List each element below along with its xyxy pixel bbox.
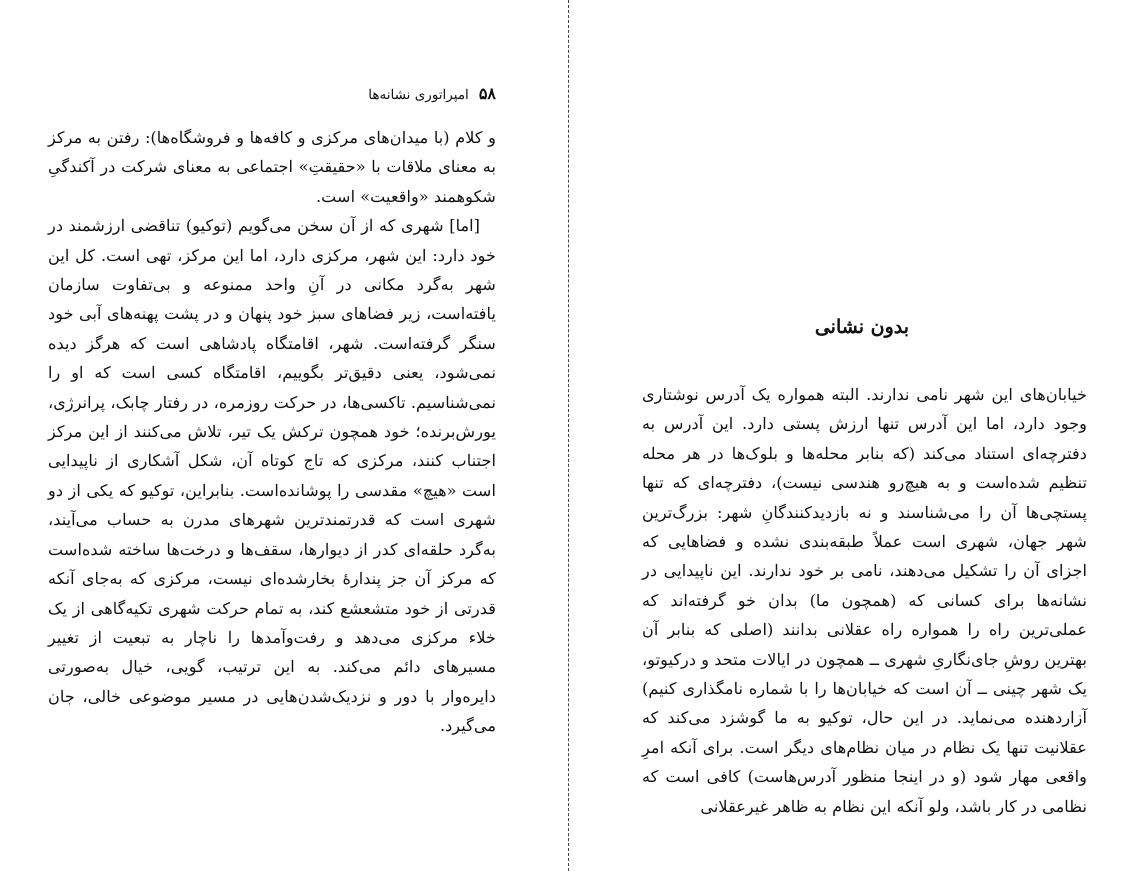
body-paragraph: خیابان‌های این شهر نامی ندارند. البته همواره یک آدرس نوشتاری وجود دارد، اما این آدرس تنها ارزش پستی دارد. این آدرس به دفترچه‌ای استناد می‌کند (که بنابر محله‌ها و بلوک‌ها در هر محله تنظیم شده‌است و به هیچ‌رو هندسی نیست)، دفترچه‌ای که تنها پستچی‌ها آن را می‌شناسند و نه بازدیدکنندگانِ شهر: بزرگ‌ترین شهر جهان، شهری است عملاً طبقه‌بندی نشده و فضاهایی که اجزای آن را تشکیل می‌دهند، نامی بر خود ندارند. این ناپیدایی در نشانه‌ها برای کسانی که (همچون ما) بدان خو گرفته‌اند که عملی‌ترین راه را همواره راه عقلانی بدانند (اصلی که بنابر آن بهترین روشِ جای‌نگاریِ شهری ــ همچون در ایالات متحد و درکیوتو، یک شهر چینی ــ آن است که خیابان‌ها را با شماره نامگذاری کنیم) آزاردهنده می‌نماید. در این حال، توکیو به ما گوشزد می‌کند که عقلانیت تنها یک نظام در میان نظام‌های دیگر است. برای آنکه امرِ واقعی مهار شود (و در اینجا منظور آدرس‌هاست) کافی است که نظامی در کار باشد، ولو آنکه این نظام به ظاهر غیرعقلانی <box>642 385 1087 816</box>
page-number: ۵۸ <box>478 84 496 103</box>
page-divider <box>568 0 569 871</box>
left-page <box>0 0 566 871</box>
running-header <box>48 84 496 103</box>
section-title: بدون نشانی <box>814 316 909 338</box>
right-page <box>572 0 1145 871</box>
right-page-body <box>642 380 1087 821</box>
left-page-body <box>48 123 496 741</box>
body-paragraph: [اما] شهری که از آن سخن می‌گویم (توکیو) تناقضی ارزشمند در خود دارد: این شهر، مرکزی دارد، اما این مرکز، تهی است. کل این شهر به‌گرد مکانی در آنِ واحد ممنوعه و بی‌تفاوت سازمان یافته‌است، زیر فضاهای سبز خود پنهان و در پشت پهنه‌های آبی خود سنگر گرفته‌است. شهر، اقامتگاه پادشاهی است که هرگز دیده نمی‌شود، یعنی دقیق‌تر بگوییم، اقامتگاه کسی است که او را نمی‌شناسیم. تاکسی‌ها، در حرکت روزمره، در رفتار چابک، پرانرژی، یورش‌برنده؛ خود همچون ترکش یک تیر، تلاش می‌کنند از این مرکز اجتناب کنند، مرکزی که تاج کوتاه آن، شکل آشکاری از ناپیدایی است «هیچ» مقدسی را پوشانده‌است. بنابراین، توکیو که یکی از دو شهری است که قدرتمندترین شهرهای مدرن به حساب می‌آیند، به‌گرد حلقه‌ای کدر از دیوارها، سقف‌ها و درخت‌ها ساخته شده‌است که مرکز آن جز پندارهٔ بخارشده‌ای نیست، مرکزی که به‌جای آنکه قدرتی از خود متشعشع کند، به تمام حرکت شهری تکیه‌گاهی از یک خلاء مرکزی می‌دهد و رفت‌وآمدها را ناچار به تبعیت از تغییر مسیرهای دائم می‌کند. به این ترتیب، گویی، خیال به‌صورتی دایره‌وار با دور و نزدیک‌شدن‌هایی در مسیر موضوعی خالی، جان می‌گیرد. <box>48 216 496 736</box>
running-title: امپراتوری نشانه‌ها <box>368 87 469 103</box>
body-paragraph: و کلام (با میدان‌های مرکزی و کافه‌ها و فروشگاه‌ها): رفتن به مرکز به معنای ملاقات با «حقیقتِ» اجتماعی به معنای شرکت در آکندگیِ شکوهمند «واقعیت» است. <box>48 128 496 206</box>
